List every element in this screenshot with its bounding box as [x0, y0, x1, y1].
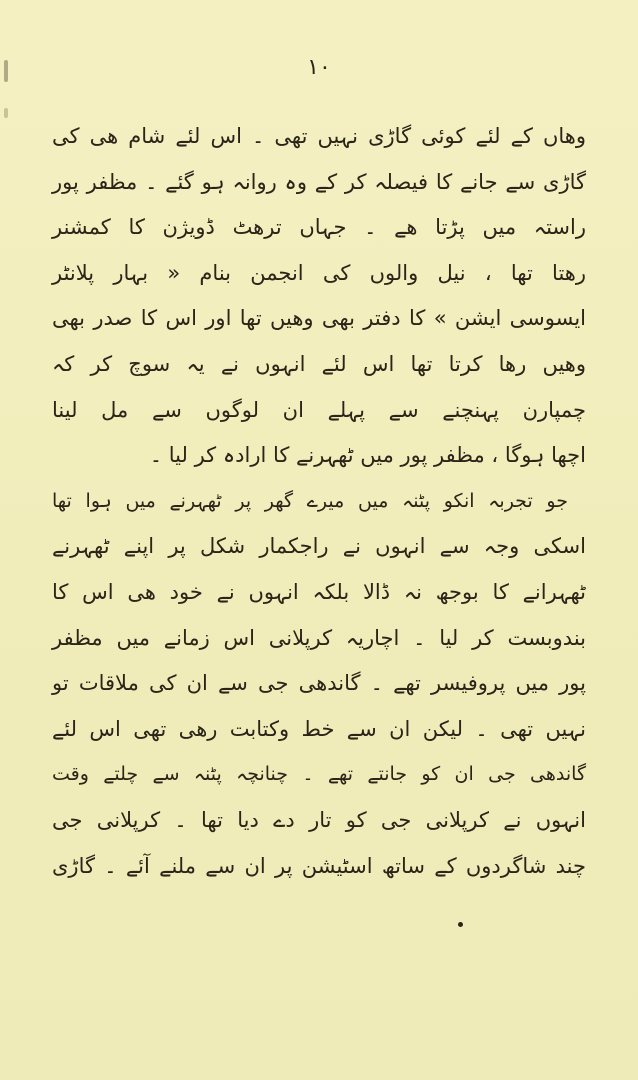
text-line: ٹھہرانے کا بوجھ نہ ڈالا بلکہ انہوں نے خود ھی اس کا [52, 579, 586, 604]
text-line: وھاں کے لئے کوئی گاڑی نہیں تھی ۔ اس لئے شام ھی کی [52, 124, 586, 148]
text-line: جو تجربہ انکو پٹنہ میں میرے گھر پر ٹھہرنے میں ہوا تھا [52, 489, 568, 512]
text-line: چمپارن پہنچنے سے پہلے ان لوگوں سے مل لینا [52, 397, 586, 422]
page-edge-mark [4, 108, 8, 118]
text-line: چند شاگردوں کے ساتھ اسٹیشن پر ان سے ملنے آئے ۔ گاڑی [52, 853, 586, 878]
page-number: ١٠ [307, 55, 331, 80]
text-line: گاندھی جی ان کو جانتے تھے ۔ چنانچہ پٹنہ سے چلتے وقت [52, 763, 586, 786]
end-mark-dot [458, 922, 463, 927]
body-text [52, 114, 586, 889]
text-line: رھتا تھا ، نیل والوں کی انجمن بنام « بہار پلانٹر [52, 260, 586, 285]
text-line: بندوبست کر لیا ۔ اچاریہ کرپلانی اس زمانے میں مظفر [52, 625, 586, 650]
text-line: اچھا ہوگا ، مظفر پور میں ٹھہرنے کا ارادہ کر لیا ۔ [149, 443, 586, 468]
text-line: وھیں رھا کرتا تھا اس لئے انہوں نے یہ سوچ کر کہ [52, 351, 586, 376]
text-line: ایسوسی ایشن » کا دفتر بھی وھیں تھا اور اس کا صدر بھی [52, 306, 586, 331]
text-line: نہیں تھی ۔ لیکن ان سے خط وکتابت رھی تھی اس لئے [52, 716, 586, 741]
text-line: راستہ میں پڑتا ھے ۔ جہاں ترھٹ ڈویژن کا کمشنر [52, 215, 586, 240]
text-line: انہوں نے کرپلانی جی کو تار دے دیا تھا ۔ کرپلانی جی [52, 807, 586, 832]
text-line: اسکی وجہ سے انہوں نے راجکمار شکل پر اپنے ٹھہرنے [52, 534, 586, 559]
text-line: پور میں پروفیسر تھے ۔ گاندھی جی سے ان کی ملاقات تو [52, 671, 586, 696]
text-line: گاڑی سے جانے کا فیصلہ کر کے وہ روانہ ہو گئے ۔ مظفر پور [52, 169, 586, 194]
